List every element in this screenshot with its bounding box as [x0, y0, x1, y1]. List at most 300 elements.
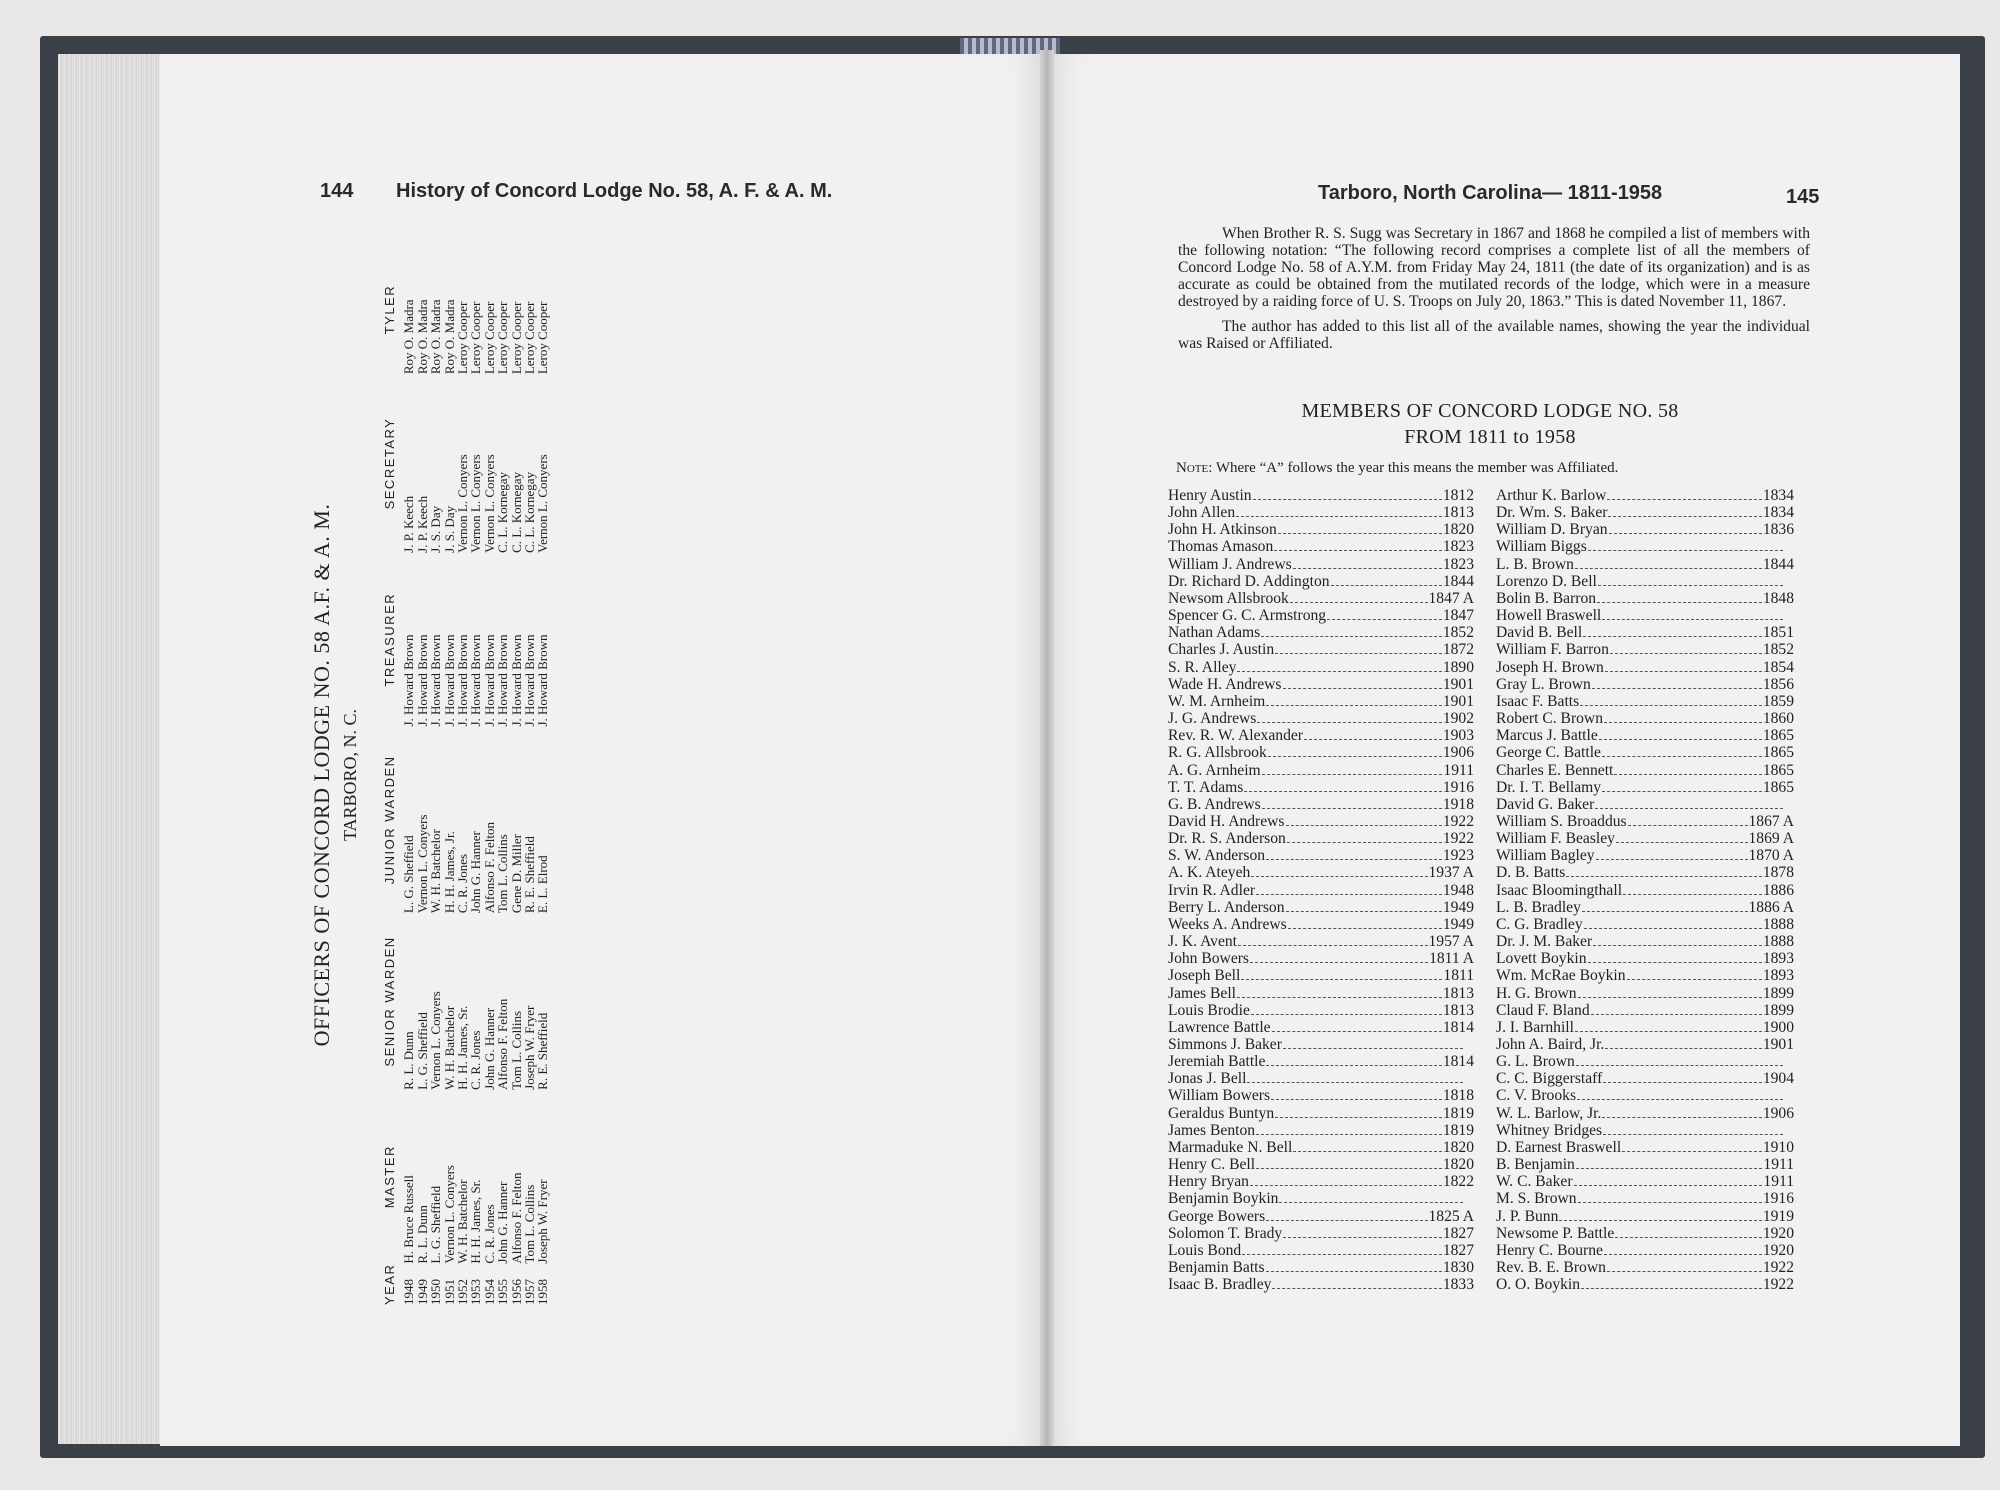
member-name: Louis Bond [1168, 1241, 1242, 1259]
member-name: James Benton [1168, 1121, 1256, 1139]
leader-dots [1584, 928, 1762, 929]
leader-dots [1575, 568, 1762, 569]
leader-dots [1275, 1117, 1442, 1118]
leader-dots [1598, 585, 1783, 586]
member-entry [1496, 573, 1794, 590]
officers-cell: J. Howard Brown [455, 634, 471, 727]
leader-dots [1580, 705, 1762, 706]
leader-dots [1607, 1271, 1762, 1272]
member-name: Isaac Bloomingthall [1496, 881, 1623, 899]
member-name: William J. Andrews [1168, 555, 1292, 573]
member-year: 1893 [1762, 967, 1794, 985]
member-entry [1496, 1208, 1794, 1225]
leader-dots [1576, 1065, 1783, 1066]
leader-dots [1623, 894, 1762, 895]
member-name: R. G. Allsbrook [1168, 744, 1267, 762]
member-entry [1168, 1156, 1474, 1173]
member-year: 1847 A [1428, 589, 1474, 607]
member-year: 1899 [1762, 1001, 1794, 1019]
officers-table [383, 245, 550, 1305]
officers-cell: Leroy Cooper [508, 301, 524, 375]
officers-cell: L. G. Sheffield [414, 1012, 430, 1090]
officers-row [469, 245, 482, 1305]
leader-dots [1271, 1099, 1442, 1100]
leader-dots [1250, 962, 1428, 963]
member-name: William S. Broaddus [1496, 812, 1627, 830]
leader-dots [1237, 997, 1442, 998]
member-name: C. C. Biggerstaff [1496, 1070, 1603, 1088]
officers-column-header: JUNIOR WARDEN [382, 755, 397, 885]
member-year: 1825 A [1428, 1207, 1474, 1225]
leader-dots [1581, 1288, 1762, 1289]
member-entry [1168, 967, 1474, 984]
officers-cell: E. L. Elrod [535, 855, 551, 914]
member-year: 1888 [1762, 933, 1794, 951]
member-name: William F. Beasley [1496, 830, 1615, 848]
leader-dots [1286, 911, 1442, 912]
member-name: Dr. R. S. Anderson [1168, 830, 1286, 848]
leader-dots [1283, 1237, 1442, 1238]
member-entry [1496, 607, 1794, 624]
officers-cell: Gene D. Miller [508, 834, 524, 914]
member-year: 1902 [1442, 710, 1474, 728]
member-name: Dr. I. T. Bellamy [1496, 778, 1602, 796]
member-name: Henry C. Bourne [1496, 1241, 1603, 1259]
left-running-head: History of Concord Lodge No. 58, A. F. & A. M. [396, 180, 833, 202]
leader-dots [1268, 756, 1442, 757]
officers-row [510, 245, 523, 1305]
member-entry [1496, 899, 1794, 916]
member-name: J. K. Avent [1168, 933, 1238, 951]
member-name: Simmons J. Baker [1168, 1036, 1282, 1053]
leader-dots [1603, 1134, 1783, 1135]
member-year: 1844 [1762, 555, 1794, 573]
member-entry [1168, 916, 1474, 933]
member-year: 1818 [1442, 1087, 1474, 1105]
officers-cell: Leroy Cooper [481, 301, 497, 375]
member-entry [1496, 1087, 1794, 1104]
member-year: 1911 [1763, 1156, 1794, 1174]
member-year: 1852 [1442, 624, 1474, 642]
member-entry [1168, 779, 1474, 796]
officers-cell: Leroy Cooper [535, 301, 551, 375]
leader-dots [1236, 516, 1442, 517]
member-year: 1903 [1442, 727, 1474, 745]
member-name: Howell Braswell [1496, 607, 1602, 625]
leader-dots [1327, 619, 1442, 620]
leader-dots [1275, 653, 1442, 654]
officers-cell: John G. Hanner [481, 1007, 497, 1090]
member-entry [1496, 641, 1794, 658]
member-year: 1870 A [1748, 847, 1794, 865]
member-year: 1814 [1442, 1018, 1474, 1036]
leader-dots [1615, 1237, 1762, 1238]
officers-cell: Vernon L. Conyers [481, 454, 497, 553]
leader-dots [1576, 1168, 1763, 1169]
member-name: Berry L. Anderson [1168, 898, 1285, 916]
member-entry [1496, 521, 1794, 538]
member-entry [1168, 985, 1474, 1002]
officers-cell: C. R. Jones [468, 1030, 484, 1090]
officers-cell: Vernon L. Conyers [455, 454, 471, 553]
officers-cell: 1953 [468, 1279, 484, 1305]
member-year: 1922 [1762, 1259, 1794, 1277]
officers-column-header: TYLER [382, 284, 397, 335]
officers-cell: Roy O. Madra [441, 299, 457, 375]
leader-dots [1596, 859, 1748, 860]
member-name: Irvin R. Adler [1168, 881, 1256, 899]
member-entry [1168, 504, 1474, 521]
member-name: Thomas Amason [1168, 538, 1274, 556]
member-name: William Bagley [1496, 847, 1595, 865]
member-name: George C. Battle [1496, 744, 1601, 762]
leader-dots [1593, 945, 1762, 946]
member-name: Jonas J. Bell [1168, 1070, 1247, 1088]
leader-dots [1256, 1134, 1442, 1135]
member-entry [1168, 813, 1474, 830]
member-year: 1860 [1762, 710, 1794, 728]
leader-dots [1266, 705, 1441, 706]
officers-cell: Vernon L. Conyers [468, 454, 484, 553]
officers-column-header: TREASURER [382, 592, 397, 687]
member-year: 1813 [1442, 984, 1474, 1002]
right-running-head: Tarboro, North Carolina— 1811-1958 [1318, 182, 1663, 204]
member-name: L. B. Brown [1496, 555, 1574, 573]
member-year: 1922 [1762, 1276, 1794, 1294]
member-entry [1496, 727, 1794, 744]
leader-dots [1574, 1185, 1763, 1186]
member-name: Joseph Bell [1168, 967, 1241, 985]
member-year: 1901 [1442, 675, 1474, 693]
leader-dots [1262, 774, 1443, 775]
officers-cell: 1952 [455, 1279, 471, 1305]
member-entry [1496, 590, 1794, 607]
member-name: W. M. Arnheim [1168, 692, 1266, 710]
member-name: Claud F. Bland [1496, 1001, 1590, 1019]
member-name: D. Earnest Braswell [1496, 1138, 1622, 1156]
intro-text [1178, 225, 1810, 352]
member-year: 1812 [1442, 487, 1474, 504]
officers-cell: C. L. Kornegay [508, 471, 524, 553]
leader-dots [1287, 842, 1442, 843]
leader-dots [1272, 1288, 1441, 1289]
member-entry [1496, 882, 1794, 899]
leader-dots [1331, 585, 1442, 586]
leader-dots [1256, 1168, 1442, 1169]
officers-cell: Vernon L. Conyers [428, 991, 444, 1090]
member-entry [1496, 967, 1794, 984]
leader-dots [1266, 1065, 1441, 1066]
member-name: M. S. Brown [1496, 1190, 1577, 1208]
leader-dots [1253, 499, 1442, 500]
member-year: 1820 [1442, 1156, 1474, 1174]
member-entry [1496, 1105, 1794, 1122]
member-entry [1496, 933, 1794, 950]
member-entry [1168, 641, 1474, 658]
officers-cell: 1951 [441, 1279, 457, 1305]
officers-cell: W. H. Batchelor [455, 1179, 471, 1264]
member-year: 1878 [1762, 864, 1794, 882]
member-entry [1168, 1139, 1474, 1156]
officers-cell: L. G. Sheffield [428, 1185, 444, 1264]
member-name: Nathan Adams [1168, 624, 1261, 642]
member-year: 1906 [1762, 1104, 1794, 1122]
leader-dots [1578, 1202, 1762, 1203]
officers-column-header: MASTER [382, 1145, 397, 1209]
member-year: 1957 A [1428, 933, 1474, 951]
leader-dots [1288, 928, 1442, 929]
member-name: T. T. Adams [1168, 778, 1244, 796]
member-entry [1168, 744, 1474, 761]
left-page-number: 144 [320, 180, 354, 202]
officers-cell: H. H. James, Sr. [468, 1179, 484, 1264]
officers-cell: C. L. Kornegay [522, 471, 538, 553]
member-entry [1496, 1053, 1794, 1070]
officers-cell: Tom L. Collins [508, 1010, 524, 1090]
leader-dots [1575, 1031, 1762, 1032]
member-year: 1886 [1762, 881, 1794, 899]
page-edges [58, 54, 168, 1444]
leader-dots [1605, 1048, 1762, 1049]
officers-column-header: SECRETARY [382, 417, 397, 510]
member-entry [1496, 830, 1794, 847]
leader-dots [1237, 671, 1441, 672]
officers-cell: J. Howard Brown [535, 634, 551, 727]
member-name: Isaac B. Bradley [1168, 1276, 1272, 1294]
officers-cell: J. P. Keech [414, 495, 430, 553]
officers-row [523, 245, 536, 1305]
officers-cell: 1954 [481, 1279, 497, 1305]
member-year: 1893 [1762, 950, 1794, 968]
officers-table-rotated [310, 245, 590, 1305]
member-year: 1834 [1762, 504, 1794, 522]
member-name: B. Benjamin [1496, 1156, 1575, 1174]
member-year: 1856 [1762, 675, 1794, 693]
officers-cell: J. Howard Brown [481, 634, 497, 727]
member-entry [1496, 1122, 1794, 1139]
member-entry [1168, 1105, 1474, 1122]
member-name: Jeremiah Battle [1168, 1053, 1266, 1071]
member-name: C. V. Brooks [1496, 1087, 1577, 1105]
member-year: 1847 [1442, 607, 1474, 625]
note-label: Note: [1176, 460, 1213, 476]
gutter [1040, 50, 1054, 1446]
member-name: John Bowers [1168, 950, 1249, 968]
officers-cell: John G. Hanner [495, 1181, 511, 1264]
member-entry [1168, 830, 1474, 847]
leader-dots [1577, 1099, 1783, 1100]
member-entry [1168, 1208, 1474, 1225]
member-entry [1496, 676, 1794, 693]
member-entry [1168, 796, 1474, 813]
member-entry [1168, 933, 1474, 950]
member-name: D. B. Batts [1496, 864, 1566, 882]
member-year: 1834 [1762, 487, 1794, 504]
officers-cell: Vernon L. Conyers [441, 1165, 457, 1264]
leader-dots [1559, 1220, 1761, 1221]
member-year: 1900 [1762, 1018, 1794, 1036]
officers-cell: Vernon L. Conyers [535, 454, 551, 553]
member-entry [1168, 1019, 1474, 1036]
member-name: Rev. R. W. Alexander [1168, 727, 1303, 745]
member-year: 1814 [1442, 1053, 1474, 1071]
officers-cell: Joseph W. Fryer [535, 1179, 551, 1264]
member-name: Lorenzo D. Bell [1496, 572, 1597, 590]
member-entry [1496, 693, 1794, 710]
member-year: 1820 [1442, 521, 1474, 539]
member-entry [1168, 1122, 1474, 1139]
officers-cell: C. R. Jones [481, 1204, 497, 1264]
member-entry [1496, 487, 1794, 504]
member-entry [1168, 487, 1474, 504]
member-name: David B. Bell [1496, 624, 1583, 642]
member-name: G. L. Brown [1496, 1053, 1575, 1071]
member-entry [1168, 1259, 1474, 1276]
member-name: David G. Baker [1496, 795, 1595, 813]
member-entry [1168, 1173, 1474, 1190]
member-entry [1496, 1036, 1794, 1053]
intro-paragraph-1: When Brother R. S. Sugg was Secretary in 1867 and 1868 he compiled a list of members with the following notation: “The following record comprises a complete list of all the members of Concord Lodge No. 58 of A.Y.M. from Friday May 24, 1811 (the date of its organization) and is as accurate as could be obtained from the mutilated records of the lodge, which were in a measure destroyed by a raiding force of U. S. Troops on July 20, 1863.” This is dated November 11, 1867. [1178, 225, 1810, 310]
leader-dots [1274, 550, 1442, 551]
officers-cell: J. Howard Brown [414, 634, 430, 727]
officers-cell: 1957 [522, 1279, 538, 1305]
officers-cell: 1950 [428, 1279, 444, 1305]
leader-dots [1242, 1254, 1442, 1255]
member-entry [1168, 556, 1474, 573]
member-entry [1168, 950, 1474, 967]
member-name: Dr. J. M. Baker [1496, 933, 1593, 951]
leader-dots [1616, 842, 1748, 843]
member-entry [1168, 1036, 1474, 1053]
leader-dots [1583, 636, 1762, 637]
member-entry [1168, 1190, 1474, 1207]
member-entry [1168, 1276, 1474, 1293]
leader-dots [1578, 997, 1762, 998]
member-entry [1168, 899, 1474, 916]
member-name: George Bowers [1168, 1207, 1266, 1225]
officers-cell: Tom L. Collins [522, 1184, 538, 1264]
member-entry [1496, 1173, 1794, 1190]
officers-cell: R. E. Sheffield [522, 836, 538, 914]
member-entry [1496, 813, 1794, 830]
member-year: 1836 [1762, 521, 1794, 539]
member-name: A. K. Ateyeh [1168, 864, 1251, 882]
member-entry [1496, 1002, 1794, 1019]
member-year: 1813 [1442, 504, 1474, 522]
officers-cell: J. Howard Brown [401, 634, 417, 727]
member-entry [1168, 521, 1474, 538]
members-subtitle: FROM 1811 to 1958 [1404, 426, 1576, 448]
leader-dots [1257, 722, 1441, 723]
leader-dots [1602, 756, 1762, 757]
member-name: Weeks A. Andrews [1168, 915, 1287, 933]
leader-dots [1605, 671, 1762, 672]
members-title: MEMBERS OF CONCORD LODGE NO. 58 [1301, 400, 1679, 422]
officers-row [483, 245, 496, 1305]
leader-dots [1266, 1271, 1442, 1272]
member-name: Dr. Wm. S. Baker [1496, 504, 1608, 522]
officers-cell: 1949 [414, 1279, 430, 1305]
leader-dots [1272, 1031, 1442, 1032]
member-year: 1867 A [1748, 812, 1794, 830]
member-name: S. W. Anderson [1168, 847, 1266, 865]
leader-dots [1602, 619, 1783, 620]
member-entry [1496, 1019, 1794, 1036]
member-entry [1496, 710, 1794, 727]
members-column-2 [1496, 487, 1794, 1293]
member-year: 1811 A [1429, 950, 1474, 968]
member-entry [1168, 1242, 1474, 1259]
officers-cell: Leroy Cooper [455, 301, 471, 375]
leader-dots [1278, 533, 1442, 534]
member-year: 1922 [1442, 830, 1474, 848]
leader-dots [1251, 1014, 1442, 1015]
member-name: William D. Bryan [1496, 521, 1608, 539]
officers-subtitle: TARBORO, N. C. [340, 708, 360, 842]
member-name: James Bell [1168, 984, 1236, 1002]
leader-dots [1251, 876, 1427, 877]
officers-cell: R. E. Sheffield [535, 1012, 551, 1090]
member-name: J. I. Barnhill [1496, 1018, 1574, 1036]
member-year: 1949 [1442, 898, 1474, 916]
member-year: 1948 [1442, 881, 1474, 899]
leader-dots [1622, 1151, 1762, 1152]
member-name: J. P. Bunn [1496, 1207, 1559, 1225]
member-name: W. C. Baker [1496, 1173, 1573, 1191]
leader-dots [1627, 979, 1762, 980]
officers-row [443, 245, 456, 1305]
officers-cell: J. Howard Brown [441, 634, 457, 727]
member-year: 1851 [1762, 624, 1794, 642]
member-entry [1168, 1053, 1474, 1070]
officers-cell: Alfonso F. Felton [495, 998, 511, 1090]
member-entry [1168, 659, 1474, 676]
leader-dots [1602, 1117, 1761, 1118]
member-year: 1844 [1442, 572, 1474, 590]
member-year: 1899 [1762, 984, 1794, 1002]
member-year: 1865 [1762, 727, 1794, 745]
member-year: 1901 [1442, 692, 1474, 710]
leader-dots [1304, 739, 1442, 740]
member-year: 1923 [1442, 847, 1474, 865]
officers-cell: Roy O. Madra [401, 299, 417, 375]
member-year: 1920 [1762, 1241, 1794, 1259]
member-entry [1168, 624, 1474, 641]
member-entry [1168, 864, 1474, 881]
member-year: 1854 [1762, 658, 1794, 676]
member-year: 1848 [1762, 589, 1794, 607]
member-name: Dr. Richard D. Addington [1168, 572, 1330, 590]
leader-dots [1266, 1220, 1427, 1221]
member-year: 1886 A [1748, 898, 1794, 916]
leader-dots [1279, 1202, 1463, 1203]
member-name: Rev. B. E. Brown [1496, 1259, 1606, 1277]
member-name: Lawrence Battle [1168, 1018, 1271, 1036]
member-name: Charles J. Austin [1168, 641, 1275, 659]
members-column-1 [1168, 487, 1474, 1293]
officers-cell: John G. Hanner [468, 831, 484, 914]
officers-cell: J. Howard Brown [508, 634, 524, 727]
member-name: Henry Austin [1168, 487, 1252, 504]
leader-dots [1293, 568, 1442, 569]
member-entry [1496, 659, 1794, 676]
member-entry [1168, 607, 1474, 624]
officers-cell: J. Howard Brown [522, 634, 538, 727]
officers-cell: R. L. Dunn [401, 1031, 417, 1090]
officers-cell: J. Howard Brown [468, 634, 484, 727]
member-year: 1819 [1442, 1121, 1474, 1139]
leader-dots [1588, 550, 1783, 551]
